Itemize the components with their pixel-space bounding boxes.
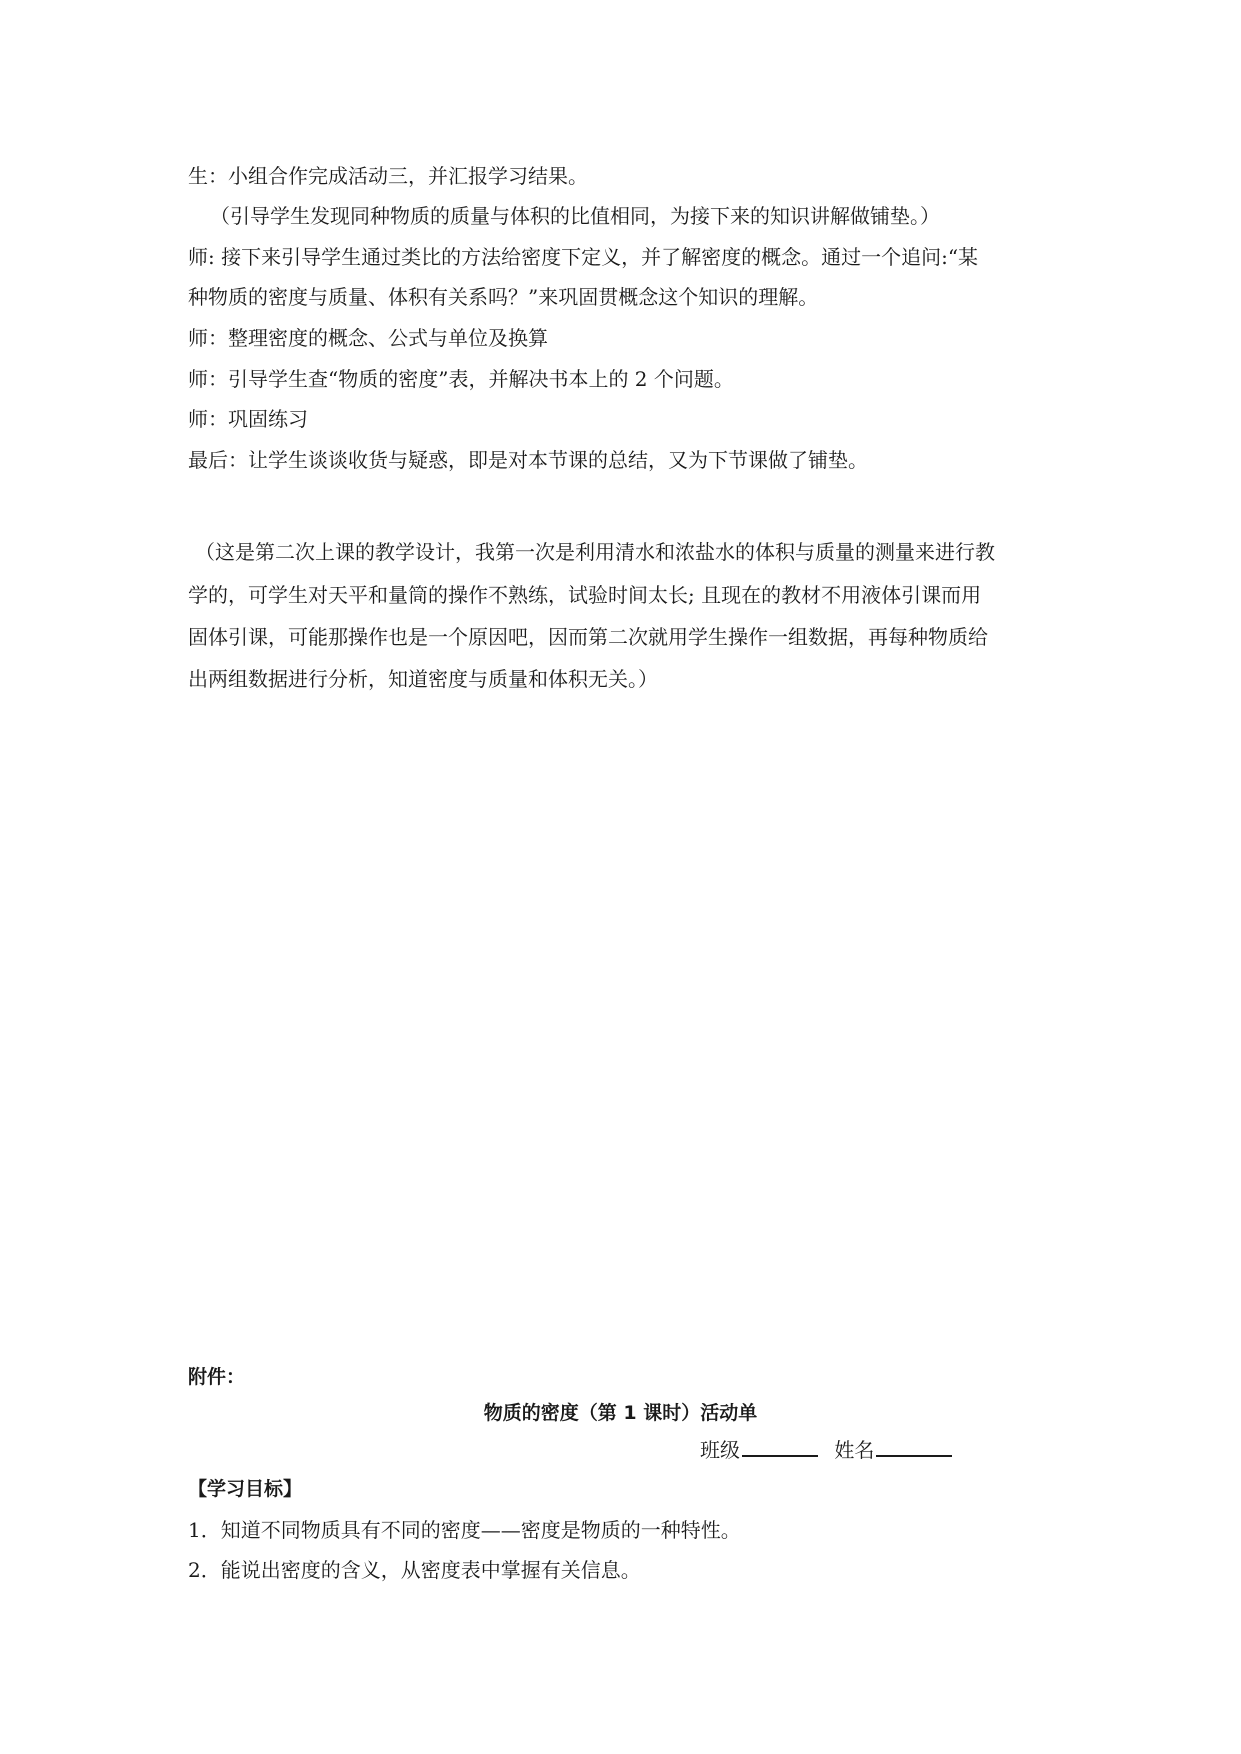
lesson-line-3: 师: 接下来引导学生通过类比的方法给密度下定义，并了解密度的概念。通过一个追问:“某 [188,245,979,269]
lesson-line-5: 师：整理密度的概念、公式与单位及换算 [188,326,548,350]
note-line-2: 学的，可学生对天平和量筒的操作不熟练，试验时间太长; 且现在的教材不用液体引课而用 [188,583,982,607]
lesson-line-6: 师：引导学生查“物质的密度”表，并解决书本上的 2 个问题。 [188,367,734,391]
lesson-line-2: （引导学生发现同种物质的质量与体积的比值相同，为接下来的知识讲解做铺垫。） [210,204,940,228]
lesson-line-1: 生：小组合作完成活动三，并汇报学习结果。 [188,164,588,188]
lesson-line-4: 种物质的密度与质量、体积有关系吗？”来巩固贯概念这个知识的理解。 [188,285,819,309]
goal-item-1: 1．知道不同物质具有不同的密度——密度是物质的一种特性。 [188,1518,741,1542]
lesson-line-7: 师：巩固练习 [188,407,308,431]
attachment-title: 物质的密度（第 1 课时）活动单 [483,1402,758,1424]
goal-item-2: 2．能说出密度的含义，从密度表中掌握有关信息。 [188,1558,641,1582]
note-line-3: 固体引课，可能那操作也是一个原因吧，因而第二次就用学生操作一组数据，再每种物质给 [188,625,988,649]
note-line-1: （这是第二次上课的教学设计，我第一次是利用清水和浓盐水的体积与质量的测量来进行教 [195,540,995,564]
lesson-line-8: 最后：让学生谈谈收货与疑惑，即是对本节课的总结，又为下节课做了铺垫。 [188,448,868,472]
class-label: 班级 [700,1438,740,1462]
class-name-fields [700,1435,962,1464]
name-blank[interactable] [876,1435,952,1457]
section-heading: 【学习目标】 [188,1478,303,1500]
attachment-label: 附件： [188,1366,246,1388]
name-label: 姓名 [834,1438,875,1462]
class-blank[interactable] [742,1435,818,1457]
note-line-4: 出两组数据进行分析，知道密度与质量和体积无关。） [188,667,658,691]
